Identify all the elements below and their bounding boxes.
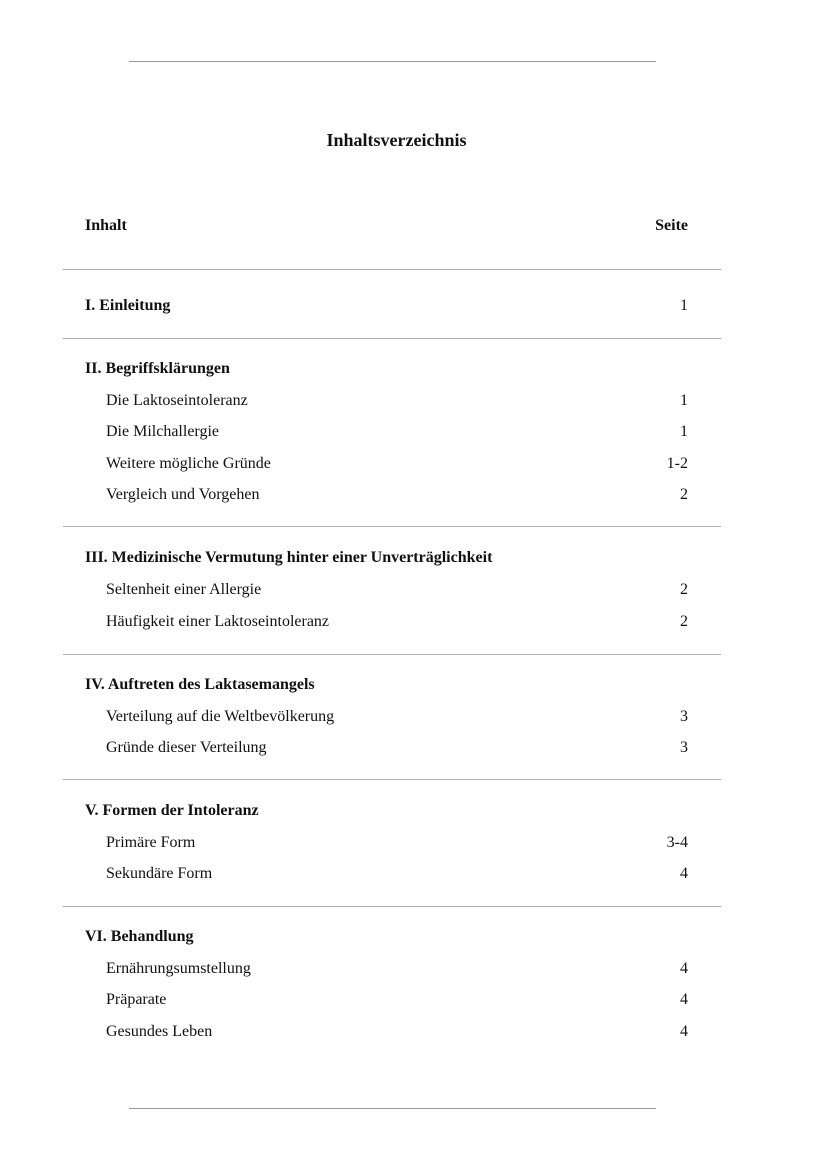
toc-section[interactable] xyxy=(85,358,688,380)
toc-entry-label: Primäre Form xyxy=(106,834,196,851)
separator xyxy=(63,654,721,655)
toc-section[interactable] xyxy=(85,800,688,822)
separator xyxy=(63,779,721,780)
toc-entry[interactable] xyxy=(85,390,688,412)
toc-entry[interactable] xyxy=(85,484,688,506)
toc-page-number: 4 xyxy=(680,1023,688,1040)
separator xyxy=(63,338,721,339)
toc-entry[interactable] xyxy=(85,706,688,728)
toc-entry[interactable] xyxy=(85,832,688,854)
toc-page-number: 4 xyxy=(680,865,688,882)
toc-entry-label: Sekundäre Form xyxy=(106,865,213,882)
toc-entry[interactable] xyxy=(85,737,688,759)
toc-entry[interactable] xyxy=(85,453,688,475)
toc-entry-label: Ernährungsumstellung xyxy=(106,960,251,977)
toc-section-title: IV. Auftreten des Laktasemangels xyxy=(85,676,315,693)
toc-entry-label: Gesundes Leben xyxy=(106,1023,213,1040)
toc-section-title: I. Einleitung xyxy=(85,297,171,314)
toc-page-number: 1-2 xyxy=(666,455,688,472)
toc-entry-label: Präparate xyxy=(106,991,167,1008)
toc-page-number: 3 xyxy=(680,708,688,725)
toc-section[interactable] xyxy=(85,547,688,569)
separator xyxy=(63,906,721,907)
toc-entry-label: Gründe dieser Verteilung xyxy=(106,739,267,756)
toc-entry[interactable] xyxy=(85,989,688,1011)
toc-entry[interactable] xyxy=(85,958,688,980)
toc-section[interactable] xyxy=(85,926,688,948)
toc-header-label: Inhalt xyxy=(85,217,127,234)
toc-page-number: 2 xyxy=(680,486,688,503)
toc-page-number: 1 xyxy=(680,297,688,314)
toc-section-title: VI. Behandlung xyxy=(85,928,194,945)
toc-header-page: Seite xyxy=(655,217,688,234)
toc-section-title: V. Formen der Intoleranz xyxy=(85,802,259,819)
toc-page-number: 4 xyxy=(680,960,688,977)
toc-entry-label: Weitere mögliche Gründe xyxy=(106,455,271,472)
toc-entry-label: Seltenheit einer Allergie xyxy=(106,581,262,598)
toc-page-number: 3-4 xyxy=(666,834,688,851)
toc-section-title: II. Begriffsklärungen xyxy=(85,360,230,377)
toc-page-number: 4 xyxy=(680,991,688,1008)
separator xyxy=(63,526,721,527)
toc-entry-label: Verteilung auf die Weltbevölkerung xyxy=(106,708,335,725)
page-top-rule xyxy=(129,61,656,62)
toc-entry-label: Vergleich und Vorgehen xyxy=(106,486,260,503)
toc-page-number: 2 xyxy=(680,613,688,630)
page-bottom-rule xyxy=(129,1108,656,1109)
toc-entry[interactable] xyxy=(85,421,688,443)
toc-section[interactable] xyxy=(85,295,688,317)
toc-section-title: III. Medizinische Vermutung hinter einer Unverträglichkeit xyxy=(85,549,493,566)
toc-page-number: 2 xyxy=(680,581,688,598)
toc-entry[interactable] xyxy=(85,579,688,601)
toc-section[interactable] xyxy=(85,674,688,696)
toc-page-number: 1 xyxy=(680,423,688,440)
separator xyxy=(63,269,721,270)
toc-entry-label: Häufigkeit einer Laktoseintoleranz xyxy=(106,613,330,630)
toc-entry[interactable] xyxy=(85,1021,688,1043)
toc-entry[interactable] xyxy=(85,611,688,633)
toc-entry-label: Die Laktoseintoleranz xyxy=(106,392,248,409)
toc-page-number: 1 xyxy=(680,392,688,409)
toc-entry-label: Die Milchallergie xyxy=(106,423,219,440)
toc-header xyxy=(85,215,688,237)
toc-page-number: 3 xyxy=(680,739,688,756)
toc-entry[interactable] xyxy=(85,863,688,885)
page-title: Inhaltsverzeichnis xyxy=(326,130,467,150)
